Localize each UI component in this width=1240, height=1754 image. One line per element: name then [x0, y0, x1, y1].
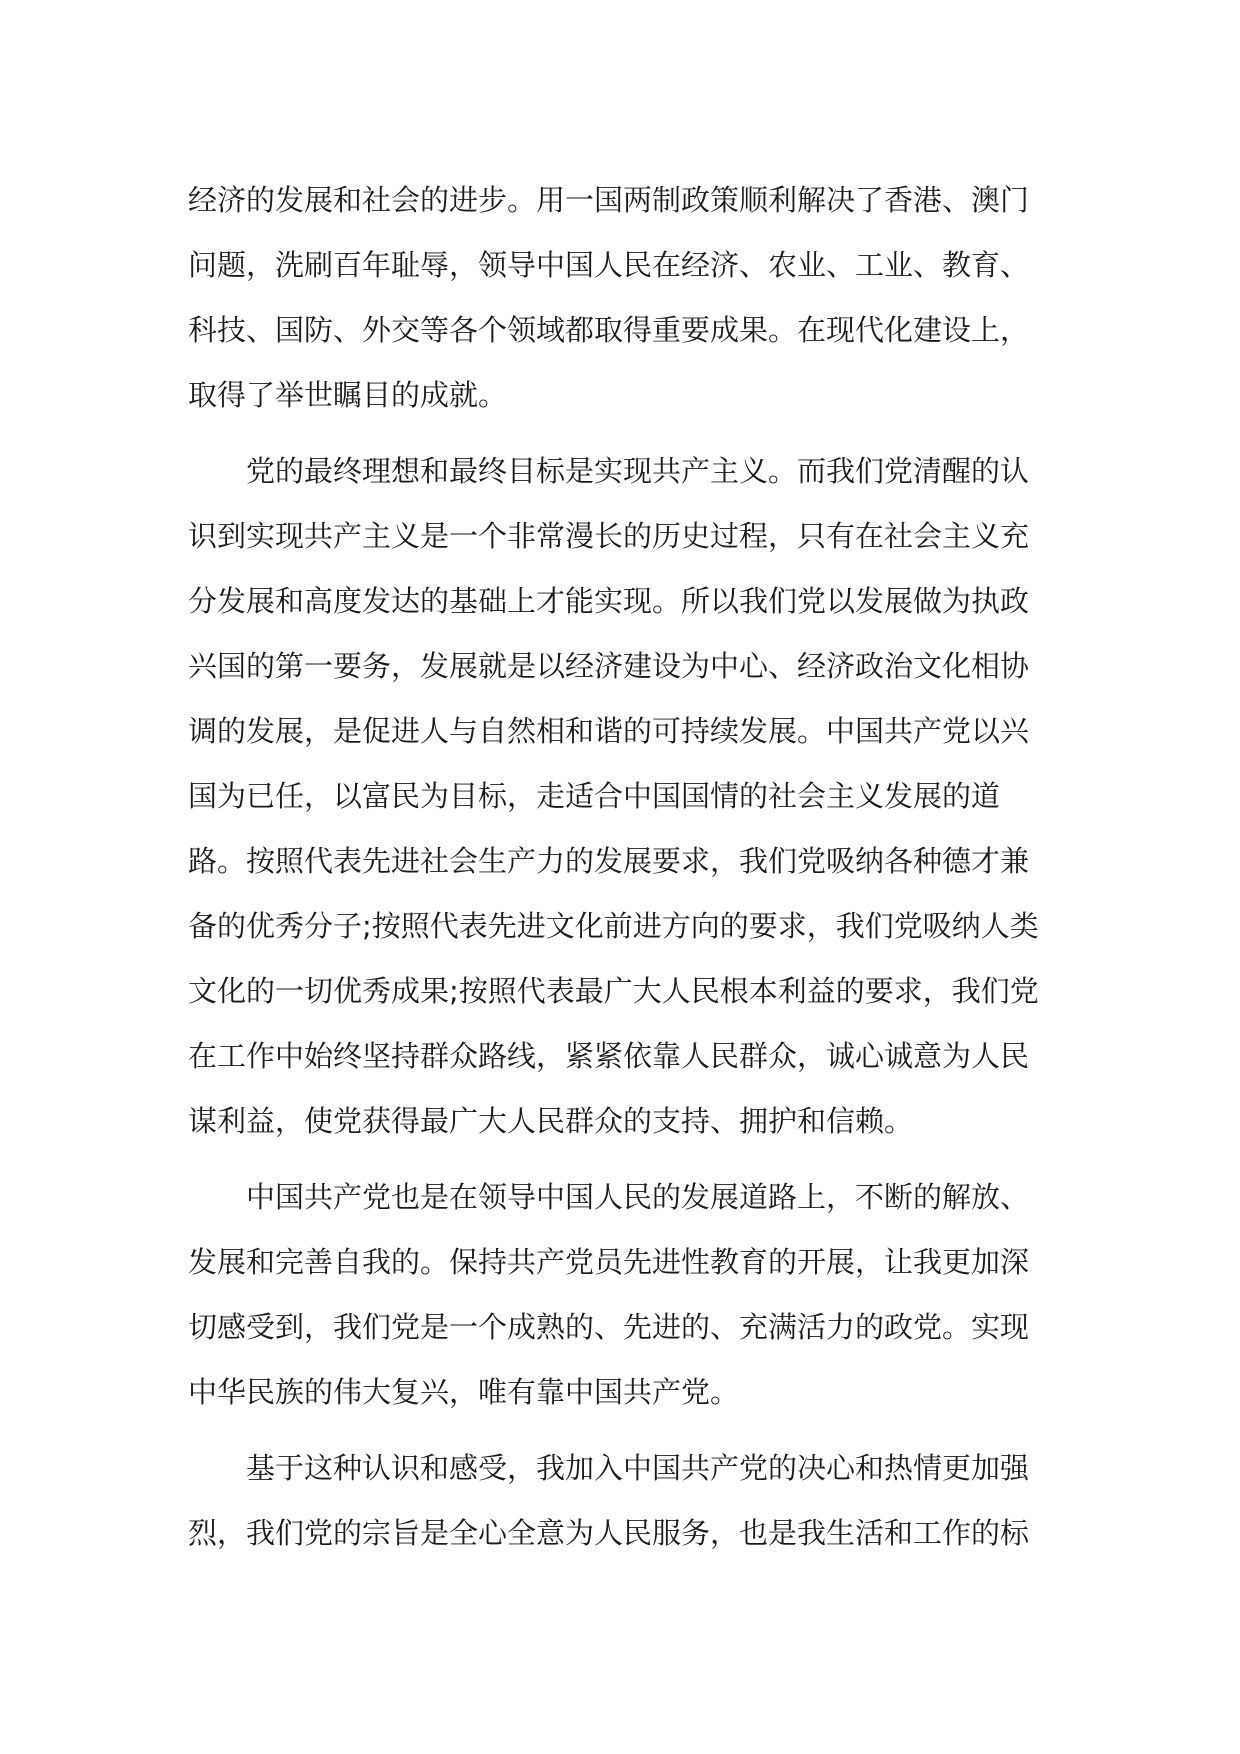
- text-line: 分发展和高度发达的基础上才能实现。所以我们党以发展做为执政: [188, 584, 1030, 618]
- text-line: 路。按照代表先进社会生产力的发展要求，我们党吸纳各种德才兼: [188, 844, 1030, 878]
- paragraph-1: [188, 168, 1068, 428]
- body-text: [188, 168, 1068, 1577]
- text-line: 兴国的第一要务，发展就是以经济建设为中心、经济政治文化相协: [188, 649, 1030, 683]
- text-line: 备的优秀分子;按照代表先进文化前进方向的要求，我们党吸纳人类: [188, 909, 1039, 943]
- text-line: 谋利益，使党获得最广大人民群众的支持、拥护和信赖。: [188, 1104, 914, 1138]
- text-line: 烈，我们党的宗旨是全心全意为人民服务，也是我生活和工作的标: [188, 1516, 1030, 1550]
- text-line: 中华民族的伟大复兴，唯有靠中国共产党。: [188, 1375, 740, 1409]
- text-line: 党的最终理想和最终目标是实现共产主义。而我们党清醒的认: [246, 454, 1030, 488]
- text-line: 科技、国防、外交等各个领域都取得重要成果。在现代化建设上，: [188, 313, 1030, 347]
- text-line: 国为已任，以富民为目标，走适合中国国情的社会主义发展的道: [188, 779, 1001, 813]
- text-line: 发展和完善自我的。保持共产党员先进性教育的开展，让我更加深: [188, 1245, 1030, 1279]
- text-line: 文化的一切优秀成果;按照代表最广大人民根本利益的要求，我们党: [188, 974, 1039, 1008]
- text-line: 问题，洗刷百年耻辱，领导中国人民在经济、农业、工业、教育、: [188, 248, 1030, 282]
- text-line: 识到实现共产主义是一个非常漫长的历史过程，只有在社会主义充: [188, 519, 1030, 553]
- text-line: 基于这种认识和感受，我加入中国共产党的决心和热情更加强: [246, 1451, 1030, 1485]
- paragraph-2: [188, 439, 1068, 1154]
- paragraph-4: [188, 1436, 1068, 1566]
- text-line: 在工作中始终坚持群众路线，紧紧依靠人民群众，诚心诚意为人民: [188, 1039, 1030, 1073]
- text-line: 切感受到，我们党是一个成熟的、先进的、充满活力的政党。实现: [188, 1310, 1030, 1344]
- text-line: 调的发展，是促进人与自然相和谐的可持续发展。中国共产党以兴: [188, 714, 1030, 748]
- text-line: 经济的发展和社会的进步。用一国两制政策顺利解决了香港、澳门: [188, 183, 1030, 217]
- text-line: 中国共产党也是在领导中国人民的发展道路上，不断的解放、: [246, 1180, 1030, 1214]
- paragraph-3: [188, 1165, 1068, 1425]
- text-line: 取得了举世瞩目的成就。: [188, 378, 508, 412]
